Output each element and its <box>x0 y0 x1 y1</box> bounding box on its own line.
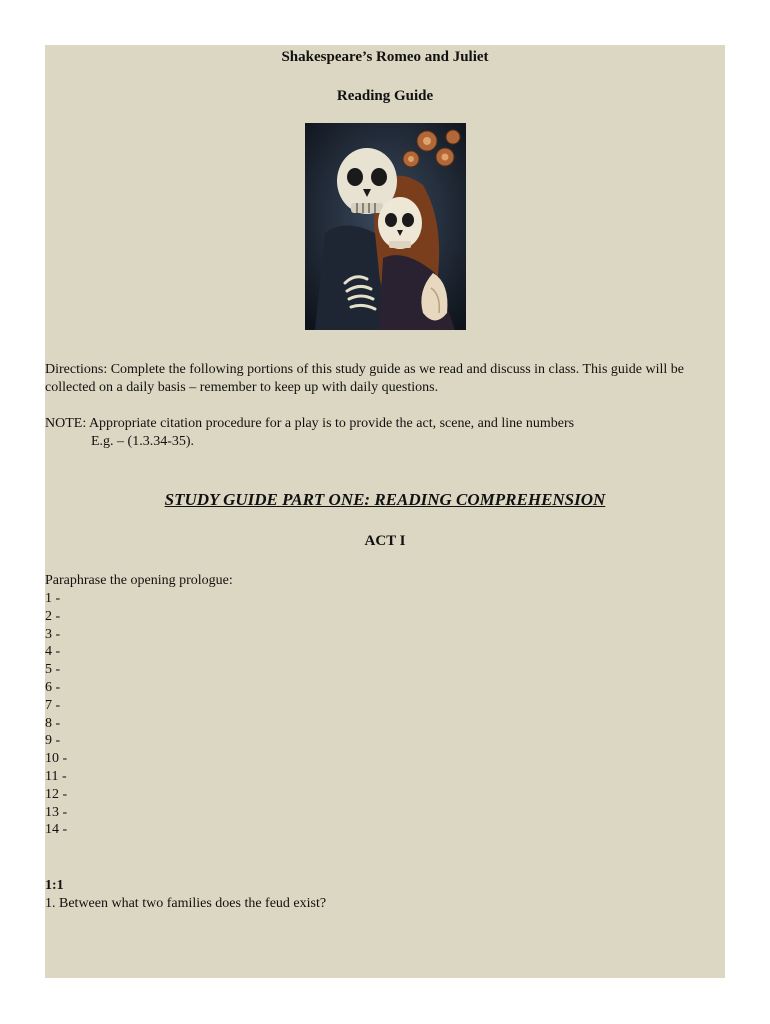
prologue-line: 1 - <box>45 591 61 606</box>
citation-note: NOTE: Appropriate citation procedure for a play is to provide the act, scene, and line numbers <box>45 416 575 431</box>
prologue-line-list <box>45 590 67 839</box>
scene-label: 1:1 <box>45 878 64 893</box>
citation-example: E.g. – (1.3.34-35). <box>91 434 195 449</box>
skeleton-couple-illustration <box>305 123 466 330</box>
prologue-line: 7 - <box>45 697 61 713</box>
prologue-line: 3 - <box>45 626 61 642</box>
prologue-line: 9 - <box>45 733 61 749</box>
prologue-line: 10 - <box>45 751 68 767</box>
prologue-line: 12 - <box>45 786 68 802</box>
document-page <box>45 45 725 978</box>
document-title: Shakespeare’s Romeo and Juliet <box>281 49 489 65</box>
act-heading: ACT I <box>364 533 406 549</box>
document-subtitle: Reading Guide <box>336 88 434 104</box>
prologue-instruction: Paraphrase the opening prologue: <box>45 573 233 588</box>
prologue-line: 14 - <box>45 822 68 838</box>
prologue-line: 13 - <box>45 804 68 820</box>
prologue-line: 2 - <box>45 608 61 624</box>
prologue-line: 8 - <box>45 715 61 731</box>
question-1: 1. Between what two families does the feud exist? <box>45 896 327 911</box>
directions-paragraph: Directions: Complete the following portions of this study guide as we read and discuss in class. This guide will be collected on a daily basis – remember to keep up with daily questions. <box>45 362 684 395</box>
prologue-line: 6 - <box>45 679 61 695</box>
prologue-line: 5 - <box>45 662 61 678</box>
prologue-line: 11 - <box>45 768 67 784</box>
part-one-heading: STUDY GUIDE PART ONE: READING COMPREHENSION <box>164 490 606 509</box>
prologue-line: 4 - <box>45 644 61 660</box>
